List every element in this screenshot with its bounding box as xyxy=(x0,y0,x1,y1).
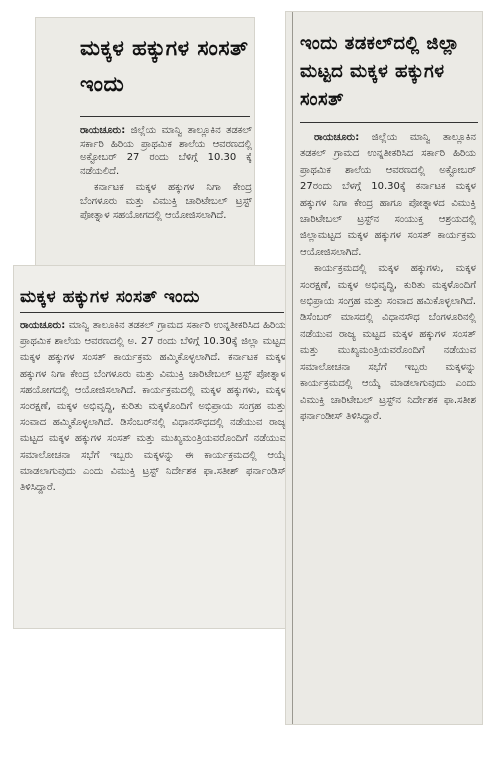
clipping-2-headline: ಮಕ್ಕಳ ಹಕ್ಕುಗಳ ಸಂಸತ್ ಇಂದು xyxy=(20,287,200,307)
clipping-1-paragraph-1 xyxy=(80,124,252,178)
clipping-2-dateline: ರಾಯಚೂರು: xyxy=(20,320,66,331)
clipping-1-dateline: ರಾಯಚೂರು: xyxy=(80,125,126,136)
clipping-1-divider xyxy=(80,116,250,117)
clipping-3-paragraph-2 xyxy=(300,261,476,425)
clipping-3-paragraph-2-text: ಕಾರ್ಯಕ್ರಮದಲ್ಲಿ ಮಕ್ಕಳ ಹಕ್ಕುಗಳು, ಮಕ್ಕಳ ಸಂರಕ್ಷಣೆ, ಮಕ್ಕಳ ಅಭಿವೃದ್ಧಿ, ಕುರಿತು ಮಕ್ಕಳೊಂದಿಗೆ ಅಭಿಪ್ರಾಯ ಸಂಗ್ರಹ ಮತ್ತು ಸಂವಾದ ಹಮಿಕೊಳ್ಳಲಾಗಿದೆ. ಡಿಸೆಂಬರ್ ಮಾಸದಲ್ಲಿ ವಿಧಾನಸೌಧ ಬೆಂಗಳೂರಿನಲ್ಲಿ ನಡೆಯುವ ರಾಜ್ಯ ಮಟ್ಟದ ಮಕ್ಕಳ ಹಕ್ಕುಗಳ ಸಂಸತ್ ಮತ್ತು ಮುಖ್ಯಮಂತ್ರಿಯವರೊಂದಿಗೆ ನಡೆಯುವ ಸಮಾಲೋಚನಾ ಸಭೆಗೆ ಇಬ್ಬರು ಮಕ್ಕಳನ್ನು ಕಾರ್ಯಕ್ರಮದಲ್ಲಿ ಆಯ್ಕೆ ಮಾಡಲಾಗುವುದು ಎಂದು ವಿಮುಕ್ತಿ ಚಾರಿಟೇಬಲ್ ಟ್ರಸ್ಟ್‌ನ ನಿರ್ದೇಶಕ ಫಾ.ಸತೀಶ ಫರ್ನಾಂಡೀಸ್ ತಿಳಿಸಿದ್ದಾರೆ. xyxy=(300,263,476,422)
clipping-1-headline: ಮಕ್ಕಳ ಹಕ್ಕುಗಳ ಸಂಸತ್ ಇಂದು xyxy=(80,36,249,96)
clipping-3-headline: ಇಂದು ತಡಕಲ್‌ದಲ್ಲಿ ಜಿಲ್ಲಾ ಮಟ್ಟದ ಮಕ್ಕಳ ಹಕ್ಕುಗಳ ಸಂಸತ್ xyxy=(300,33,460,110)
clipping-2-divider xyxy=(20,312,284,313)
clipping-3-edge-line xyxy=(292,12,293,724)
news-clipping-1 xyxy=(36,18,254,268)
clipping-1-paragraph-2-text: ಕರ್ನಾಟಕ ಮಕ್ಕಳ ಹಕ್ಕುಗಳ ನಿಗಾ ಕೇಂದ್ರ ಬೆಂಗಳೂರು ಮತ್ತು ವಿಮುಕ್ತಿ ಚಾರಿಟೇಬಲ್ ಟ್ರಸ್ಟ್ ಪೋತ್ನಾಳ ಸಹಯೋಗದಲ್ಲಿ ಆಯೋಜಿಸಲಾಗಿದೆ. xyxy=(80,182,252,221)
clipping-2-body xyxy=(20,318,286,496)
clipping-2-paragraph-1 xyxy=(20,318,286,496)
clipping-3-paragraph-1 xyxy=(300,130,476,261)
news-clipping-2 xyxy=(14,266,290,628)
clipping-3-dateline: ರಾಯಚೂರು: xyxy=(314,132,360,143)
clipping-3-paragraph-1-text: ಜಿಲ್ಲೆಯ ಮಾನ್ವಿ ತಾಲ್ಲೂಕಿನ ತಡಕಲ್ ಗ್ರಾಮದ ಉನ್ನತೀಕರಿಸಿದ ಸರ್ಕಾರಿ ಹಿರಿಯ ಪ್ರಾಥಮಿಕ ಶಾಲೆಯ ಆವರಣದಲ್ಲಿ ಅಕ್ಟೋಬರ್ 27ರಂದು ಬೆಳಗ್ಗೆ 10.30ಕ್ಕೆ ಕರ್ನಾಟಕ ಮಕ್ಕಳ ಹಕ್ಕುಗಳ ನಿಗಾ ಕೇಂದ್ರ ಹಾಗೂ ಪೋತ್ನಾಳದ ವಿಮುಕ್ತಿ ಚಾರಿಟೇಬಲ್ ಟ್ರಸ್ಟ್‌ನ ಸಂಯುಕ್ತ ಆಶ್ರಯದಲ್ಲಿ ಜಿಲ್ಲಾಮಟ್ಟದ ಮಕ್ಕಳ ಹಕ್ಕುಗಳ ಸಂಸತ್ ಕಾರ್ಯಕ್ರಮ ಆಯೋಜಿಸಲಾಗಿದೆ. xyxy=(300,132,476,258)
clipping-2-paragraph-1-text: ಮಾನ್ವಿ ತಾಲೂಕಿನ ತಡಕಲ್ ಗ್ರಾಮದ ಸರ್ಕಾರಿ ಉನ್ನತೀಕರಿಸಿದ ಹಿರಿಯ ಪ್ರಾಥಮಿಕ ಶಾಲೆಯ ಆವರಣದಲ್ಲಿ ಅ. 27 ರಂದು ಬೆಳಿಗ್ಗೆ 10.30ಕ್ಕೆ ಜಿಲ್ಲಾ ಮಟ್ಟದ ಮಕ್ಕಳ ಹಕ್ಕುಗಳ ಸಂಸತ್ ಕಾರ್ಯಕ್ರಮ ಹಮ್ಮಿಕೊಳ್ಳಲಾಗಿದೆ. ಕರ್ನಾಟಕ ಮಕ್ಕಳ ಹಕ್ಕುಗಳ ನಿಗಾ ಕೇಂದ್ರ ಬೆಂಗಳೂರು ಮತ್ತು ವಿಮುಕ್ತಿ ಚಾರಿಟೇಬಲ್ ಟ್ರಸ್ಟ್ ಪೋತ್ನಾಳ ಸಹಯೋಗದಲ್ಲಿ ಆಯೋಜಿಸಲಾಗಿದೆ. ಕಾರ್ಯಕ್ರಮದಲ್ಲಿ ಮಕ್ಕಳ ಹಕ್ಕುಗಳು, ಮಕ್ಕಳ ಸಂರಕ್ಷಣೆ, ಮಕ್ಕಳ ಅಭಿವೃದ್ಧಿ, ಕುರಿತು ಮಕ್ಕಳೊಂದಿಗೆ ಅಭಿಪ್ರಾಯ ಸಂಗ್ರಹ ಮತ್ತು ಸಂವಾದ ಹಮ್ಮಿಕೊಳ್ಳಲಾಗಿದೆ. ಡಿಸೆಂಬರ್‌ನಲ್ಲಿ ವಿಧಾನಸೌಧದಲ್ಲಿ ನಡೆಯುವ ರಾಜ್ಯ ಮಟ್ಟದ ಮಕ್ಕಳ ಹಕ್ಕುಗಳ ಸಂಸತ್ ಮತ್ತು ಮುಖ್ಯಮಂತ್ರಿಯವರೊಂದಿಗೆ ನಡೆಯುವ ಸಮಾಲೋಚನಾ ಸಭೆಗೆ ಇಬ್ಬರು ಮಕ್ಕಳನ್ನು ಈ ಕಾರ್ಯಕ್ರಮದಲ್ಲಿ ಆಯ್ಕೆ ಮಾಡಲಾಗುವುದು ಎಂದು ವಿಮುಕ್ತಿ ಟ್ರಸ್ಟ್ ನಿರ್ದೇಶಕ ಫಾ.ಸತೀಶ್ ಫರ್ನಾಂಡಿಸ್ ತಿಳಿಸಿದ್ದಾರೆ. xyxy=(20,320,286,494)
clipping-1-body xyxy=(80,124,252,225)
clipping-1-paragraph-1-text: ಜಿಲ್ಲೆಯ ಮಾನ್ವಿ ತಾಲ್ಲೂಕಿನ ತಡಕಲ್ ಸರ್ಕಾರಿ ಹಿರಿಯ ಪ್ರಾಥಮಿಕ ಶಾಲೆಯ ಆವರಣದಲ್ಲಿ ಅಕ್ಟೋಬರ್ 27 ರಂದು ಬೆಳಿಗ್ಗೆ 10.30 ಕ್ಕೆ ನಡೆಯಲಿದೆ. xyxy=(80,125,252,177)
news-clipping-3 xyxy=(286,12,482,724)
clipping-3-divider xyxy=(300,122,478,123)
clipping-1-paragraph-2 xyxy=(80,181,252,222)
clipping-3-body xyxy=(300,130,476,425)
